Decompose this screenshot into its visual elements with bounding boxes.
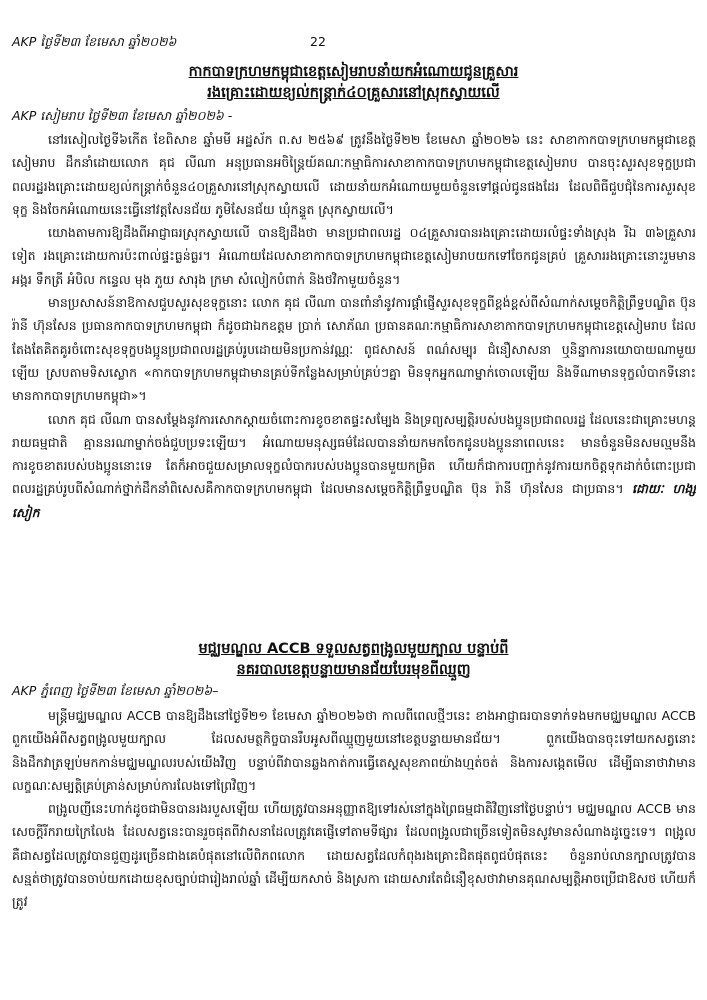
article1-paragraph: យោងតាមការឱ្យដឹងពីអាជ្ញាធរស្រុកស្វាយលើ បានឱ្យដឹងថា មានប្រជាពលរដ្ឋ ០៤គ្រួសារបានរងគ្រោះដោយរលំផ្ទះទាំងស្រុង រីឯ ៣៦គ្រួសារទៀត រងគ្រោះដោយការប៉ះពាល់ផ្ទះធ្ងន់ធ្ងរ។ អំណោយដែលសាខាកាកបាទក្រហមកម្ពុជាខេត្តសៀមរាបយកទៅចែកជូនគ្រប់ គ្រួសាររងគ្រោះនោះរួមមាន អង្ករ ទឹកត្រី អំបិល កន្ទេល មុង ភួយ សារុង ក្រមា សំលៀកបំពាក់ និងថវិកាមួយចំនួន។ [12, 225, 696, 287]
article1-dateline: AKP សៀមរាប ថ្ងៃទី២៣ ខែមេសា ឆ្នាំ២០២៦ - [12, 108, 233, 123]
article1-paragraph: មានប្រសាសន៍នាឱកាសជួបសួរសុខទុក្ខនោះ លោក គុជ លីណា បានពាំនាំនូវការផ្តាំផ្ញើសួរសុខទុក្ខពីខ្ពង់ខ្ពស់ពីសំណាក់សម្តេចកិត្តិព្រឹទ្ធបណ្ឌិត ប៊ុន រ៉ានី ហ៊ុនសែន ប្រធានកាកបាទក្រហមកម្ពុជា ក៏ដូចជាឯកឧត្តម ប្រាក់ សោភ័ណ ប្រធានគណៈកម្មាធិការសាខាកាកបាទក្រហមកម្ពុជាខេត្តសៀមរាប ដែលតែងតែគិតគូរចំពោះសុខទុក្ខបងប្អូនប្រជាពលរដ្ឋគ្រប់រូបដោយមិនប្រកាន់វណ្ណៈ ពូជសាសន៍ ពណ៌សម្បុរ ជំនឿសាសនា ឬនិន្នាការនយោបាយណាមួយឡើយ ស្របតាមទិសស្លោក «កាកបាទក្រហមកម្ពុជាមានគ្រប់ទីកន្លែងសម្រាប់គ្រប់ៗគ្នា មិនទុកអ្នកណាម្នាក់ចោលឡើយ និងទីណាមានទុក្ខលំបាកទីនោះមានកាកបាទក្រហមកម្ពុជា»។ [12, 295, 696, 404]
article1-title-line1: កាកបាទក្រហមកម្ពុជាខេត្តសៀមរាបនាំយកអំណោយជូនគ្រួសារ [188, 64, 519, 80]
article1-paragraph: នៅរសៀលថ្ងៃទី៦កើត ខែពិសាខ ឆ្នាំមមី អដ្ឋស័ក ព.ស ២៥៦៩ ត្រូវនឹងថ្ងៃទី២២ ខែមេសា ឆ្នាំ២០២៦ នេះ សាខាកាកបាទក្រហមកម្ពុជាខេត្តសៀមរាប ដឹកនាំដោយលោក គុជ លីណា អនុប្រធានអចិន្ត្រៃយ៍គណៈកម្មាធិការសាខាកាកបាទក្រហមកម្ពុជាខេត្តសៀមរាប បានចុះសួរសុខទុក្ខប្រជាពលរដ្ឋរងគ្រោះដោយខ្យល់កន្ត្រាក់ចំនួន៤០គ្រួសារនៅស្រុកស្វាយលើ ដោយនាំយកអំណោយមួយចំនួនទៅផ្តល់ជូនផងដែរ ដែលពិធីជួបជុំនៃការសួរសុខទុក្ខ និងចែកអំណោយនេះធ្វើនៅវត្តសែនជ័យ ភូមិសែនជ័យ ឃុំកន្ទួត ស្រុកស្វាយលើ។ [12, 132, 696, 217]
article1-paragraph [12, 408, 696, 524]
article2-title-line2: នគរបាលខេត្តបន្ទាយមានជ័យបែរមុខពីឈ្មួញ [236, 662, 471, 678]
article2-title [40, 639, 667, 681]
page-number: 22 [310, 34, 326, 49]
article2-paragraph: ពង្រូលញីនេះហាក់ដូចជាមិនបានរងរបួសឡើយ ហើយត្រូវបានអនុញ្ញាតឱ្យទៅរស់នៅក្នុងព្រៃធម្មជាតិវិញនៅថ្ងៃបន្ទាប់។ មជ្ឈមណ្ឌល ACCB មានសេចក្តីរីករាយក្រៃលែង ដែលសត្វនេះបានរួចផុតពីវាសនាដែលត្រូវគេផ្ញើទៅតាមទីផ្សារ ដែលពង្រូលជាច្រើនទៀតមិនសូវមានសំណាងដូច្នេះទេ។ ពង្រូលគឺជាសត្វដែលត្រូវបានជួញដូរច្រើនជាងគេបំផុតនៅលើពិភពលោក ដោយសត្វដែលកំពុងរងគ្រោះជិតផុតពូជបំផុតនេះ ចំនួនរាប់លានក្បាលត្រូវបានសន្មត់ថាត្រូវបានចាប់យកដោយខុសច្បាប់ជារៀងរាល់ឆ្នាំ ដើម្បីយកសាច់ និងស្រកា ដោយសារតែជំនឿខុសថាវាមានគុណសម្បត្តិអាចប្រើជាឱសថ ហើយក៏ត្រូវ [12, 801, 696, 910]
article2-body [12, 704, 696, 996]
article2-paragraph: មន្ត្រីមជ្ឈមណ្ឌល ACCB បានឱ្យដឹងនៅថ្ងៃទី២១ ខែមេសា ឆ្នាំ២០២៦ថា កាលពីពេលថ្មីៗនេះ ខាងអាជ្ញាធរបានទាក់ទងមកមជ្ឈមណ្ឌល ACCB ពួកយើងអំពីសត្វពង្រូលមួយក្បាល ដែលសមត្ថកិច្ចបានរឹបអូសពីឈ្មួញមួយនៅខេត្តបន្ទាយមានជ័យ។ ពួកយើងបានចុះទៅយកសត្វនោះ និងដឹកវាត្រឡប់មកកាន់មជ្ឈមណ្ឌលរបស់យើងវិញ បន្ទាប់ពីវាបានឆ្លងកាត់ការធ្វើតេស្តសុខភាពយ៉ាងហ្មត់ចត់ និងការសង្កេតមើល ដើម្បីធានាថាវាមានលក្ខណៈសម្បត្តិគ្រប់គ្រាន់សម្រាប់ការលែងទៅព្រៃវិញ។ [12, 708, 696, 793]
article1-title [40, 62, 667, 104]
article1-title-line2: រងគ្រោះដោយខ្យល់កន្ត្រាក់៤០គ្រួសារនៅស្រុកស្វាយលើ [207, 85, 500, 101]
article1-body [12, 128, 696, 636]
article1-paragraph-text: លោក គុជ លីណា បានសម្តែងនូវការសោកស្តាយចំពោះការខូចខាតផ្ទះសម្បែង និងទ្រព្យសម្បត្តិរបស់បងប្អូនប្រជាពលរដ្ឋ ដែលនេះជាគ្រោះមហន្តរាយធម្មជាតិ គ្មាននរណាម្នាក់ចង់ជួបប្រទះឡើយ។ អំណោយមនុស្សធម៌ដែលបាននាំយកមកចែកជូនបងប្អូននាពេលនេះ មានចំនួនមិនសមល្មមនឹងការខូចខាតរបស់បងប្អូននោះទេ តែក៏អាចជួយសម្រាលទុក្ខលំបាករបស់បងប្អូនបានមួយកម្រិត ហើយក៏ជាការបញ្ជាក់នូវការយកចិត្តទុកដាក់ចំពោះប្រជាពលរដ្ឋគ្រប់រូបពីសំណាក់ថ្នាក់ដឹកនាំពិសេសគឺកាកបាទក្រហមកម្ពុជា ដែលមានសម្តេចកិត្តិព្រឹទ្ធបណ្ឌិត ប៊ុន រ៉ានី ហ៊ុនសែន ជាប្រធាន។ [12, 411, 696, 497]
article2-title-line1: មជ្ឈមណ្ឌល ACCB ទទួលសត្វពង្រូលមួយក្បាល បន្ទាប់ពី [198, 641, 509, 657]
header-agency-date: AKP ថ្ងៃទី២៣ ខែមេសា ឆ្នាំ២០២៦ [12, 34, 177, 49]
article2-dateline: AKP ភ្នំពេញ ថ្ងៃទី២៣ ខែមេសា ឆ្នាំ២០២៦– [12, 683, 219, 698]
article1-byline: ដោយៈ ហង្ស សៀក [12, 481, 696, 520]
page-header [12, 34, 692, 54]
